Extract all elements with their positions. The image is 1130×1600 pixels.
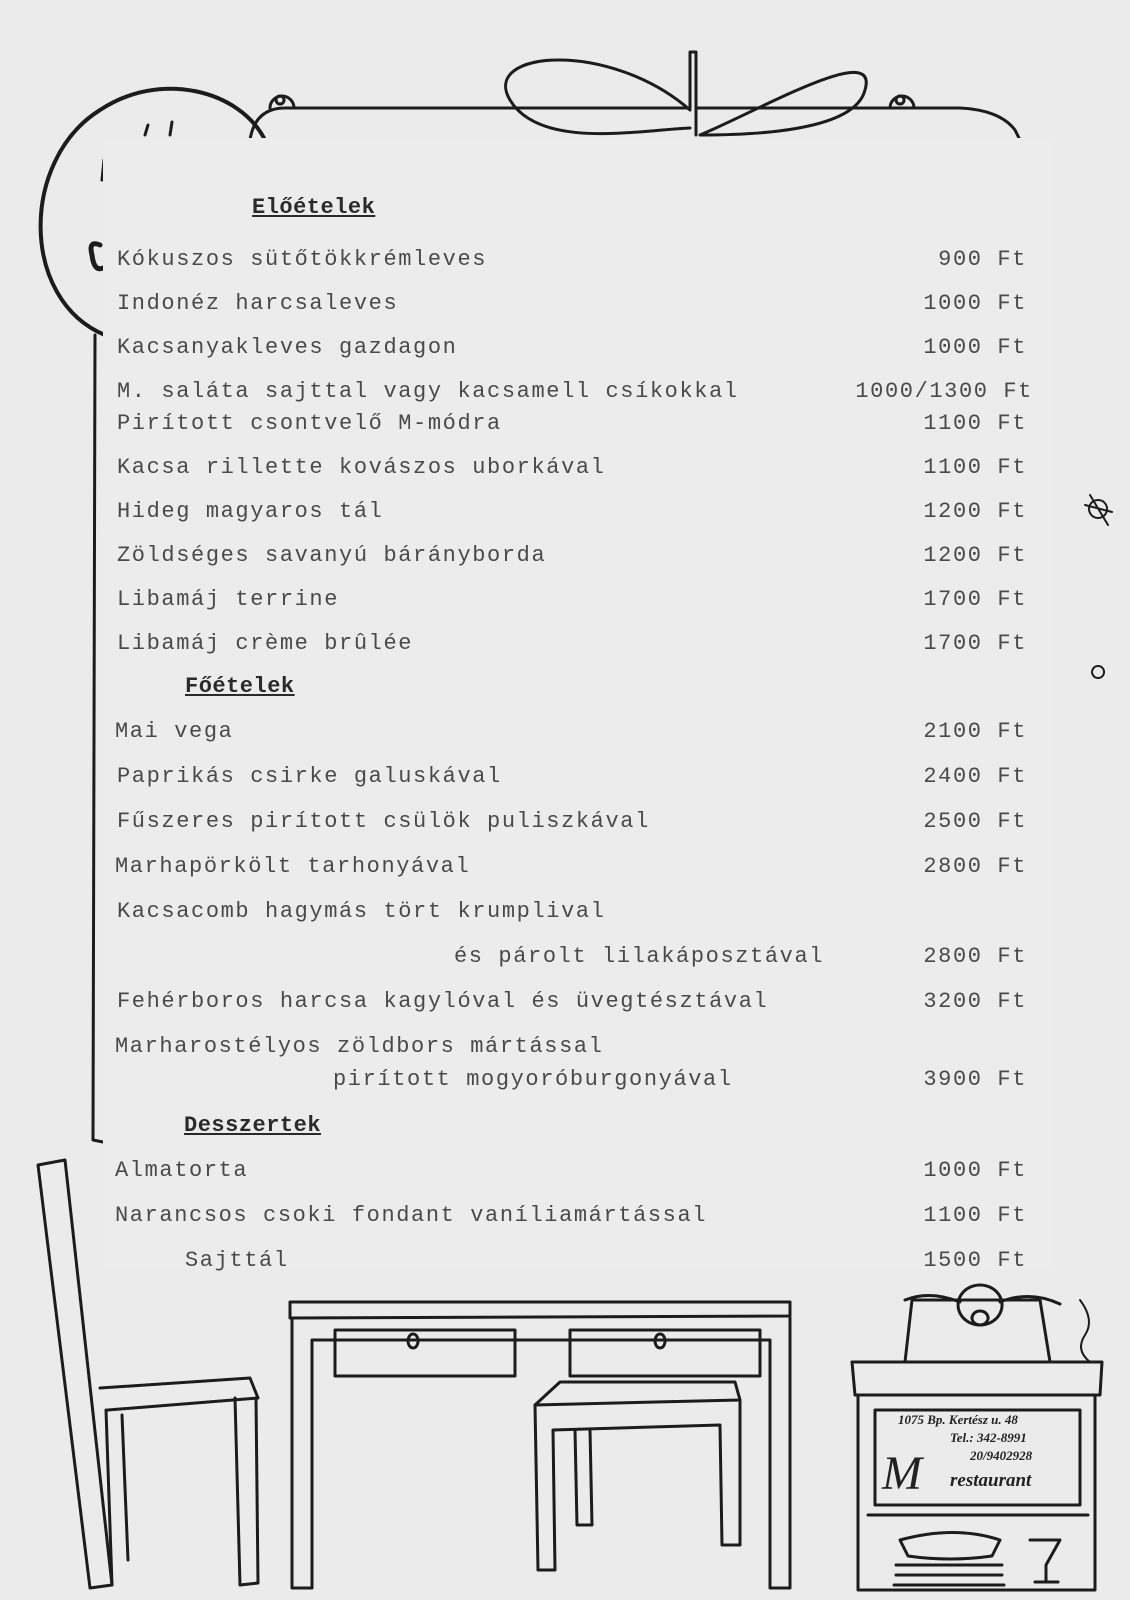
- menu-item-price: 1000 Ft: [923, 291, 1027, 316]
- section-heading-appetizers: Előételek: [252, 195, 376, 220]
- menu-item-name: Libamáj crème brûlée: [117, 631, 414, 656]
- menu-item-price: 1000 Ft: [923, 1158, 1027, 1183]
- menu-item-name: Almatorta: [115, 1158, 249, 1183]
- menu-item-name: Sajttál: [185, 1248, 289, 1273]
- menu-item-name: Kacsacomb hagymás tört krumplival: [117, 899, 606, 924]
- menu-item-name: Paprikás csirke galuskával: [117, 764, 502, 789]
- menu-item-name: Kacsa rillette kovászos uborkával: [117, 455, 606, 480]
- section-heading-main-courses: Főételek: [185, 674, 295, 699]
- menu-item-name: Fehérboros harcsa kagylóval és üvegtésztával: [117, 989, 769, 1014]
- menu-item-price: 1100 Ft: [923, 455, 1027, 480]
- menu-item-name: Kacsanyakleves gazdagon: [117, 335, 458, 360]
- menu-item-name: M. saláta sajttal vagy kacsamell csíkokkal: [117, 379, 739, 404]
- menu-item-name: Fűszeres pirított csülök puliszkával: [117, 809, 650, 834]
- menu-item-price: 2100 Ft: [923, 719, 1027, 744]
- menu-item-name: Narancsos csoki fondant vaníliamártással: [115, 1203, 708, 1228]
- restaurant-brand: restaurant: [950, 1470, 1032, 1491]
- menu-item-name: Hideg magyaros tál: [117, 499, 384, 524]
- menu-item-price: 1700 Ft: [923, 587, 1027, 612]
- menu-item-price: 3900 Ft: [923, 1067, 1027, 1092]
- menu-item-price: 1700 Ft: [923, 631, 1027, 656]
- menu-item-price: 3200 Ft: [923, 989, 1027, 1014]
- menu-item-name: Indonéz harcsaleves: [117, 291, 399, 316]
- restaurant-address: 1075 Bp. Kertész u. 48: [898, 1412, 1018, 1427]
- menu-item-price: 1200 Ft: [923, 499, 1027, 524]
- restaurant-phone: Tel.: 342-8991: [950, 1430, 1027, 1445]
- menu-item-price: 1000 Ft: [923, 335, 1027, 360]
- menu-item-price: 1000/1300 Ft: [855, 379, 1033, 404]
- menu-item-continuation: pirított mogyoróburgonyával: [333, 1067, 733, 1092]
- section-heading-desserts: Desszertek: [184, 1113, 322, 1138]
- menu-item-price: 2500 Ft: [923, 809, 1027, 834]
- menu-item-name: Libamáj terrine: [117, 587, 340, 612]
- restaurant-logo: M: [882, 1447, 922, 1500]
- menu-item-name: Kókuszos sütőtökkrémleves: [117, 247, 488, 272]
- menu-item-name: Mai vega: [115, 719, 234, 744]
- menu-item-name: Zöldséges savanyú bárányborda: [117, 543, 547, 568]
- menu-item-continuation: és párolt lilakáposztával: [454, 944, 825, 969]
- menu-item-price: 2400 Ft: [923, 764, 1027, 789]
- menu-item-price: 900 Ft: [938, 247, 1027, 272]
- menu-item-price: 1100 Ft: [923, 1203, 1027, 1228]
- menu-item-price: 1100 Ft: [923, 411, 1027, 436]
- menu-item-price: 1500 Ft: [923, 1248, 1027, 1273]
- menu-item-price: 2800 Ft: [923, 854, 1027, 879]
- restaurant-mobile: 20/9402928: [970, 1448, 1033, 1463]
- menu-item-name: Marhapörkölt tarhonyával: [115, 854, 471, 879]
- menu-item-name: Pirított csontvelő M-módra: [117, 411, 502, 436]
- menu-item-name: Marharostélyos zöldbors mártással: [115, 1034, 604, 1059]
- menu-item-price: 1200 Ft: [923, 543, 1027, 568]
- menu-item-price: 2800 Ft: [923, 944, 1027, 969]
